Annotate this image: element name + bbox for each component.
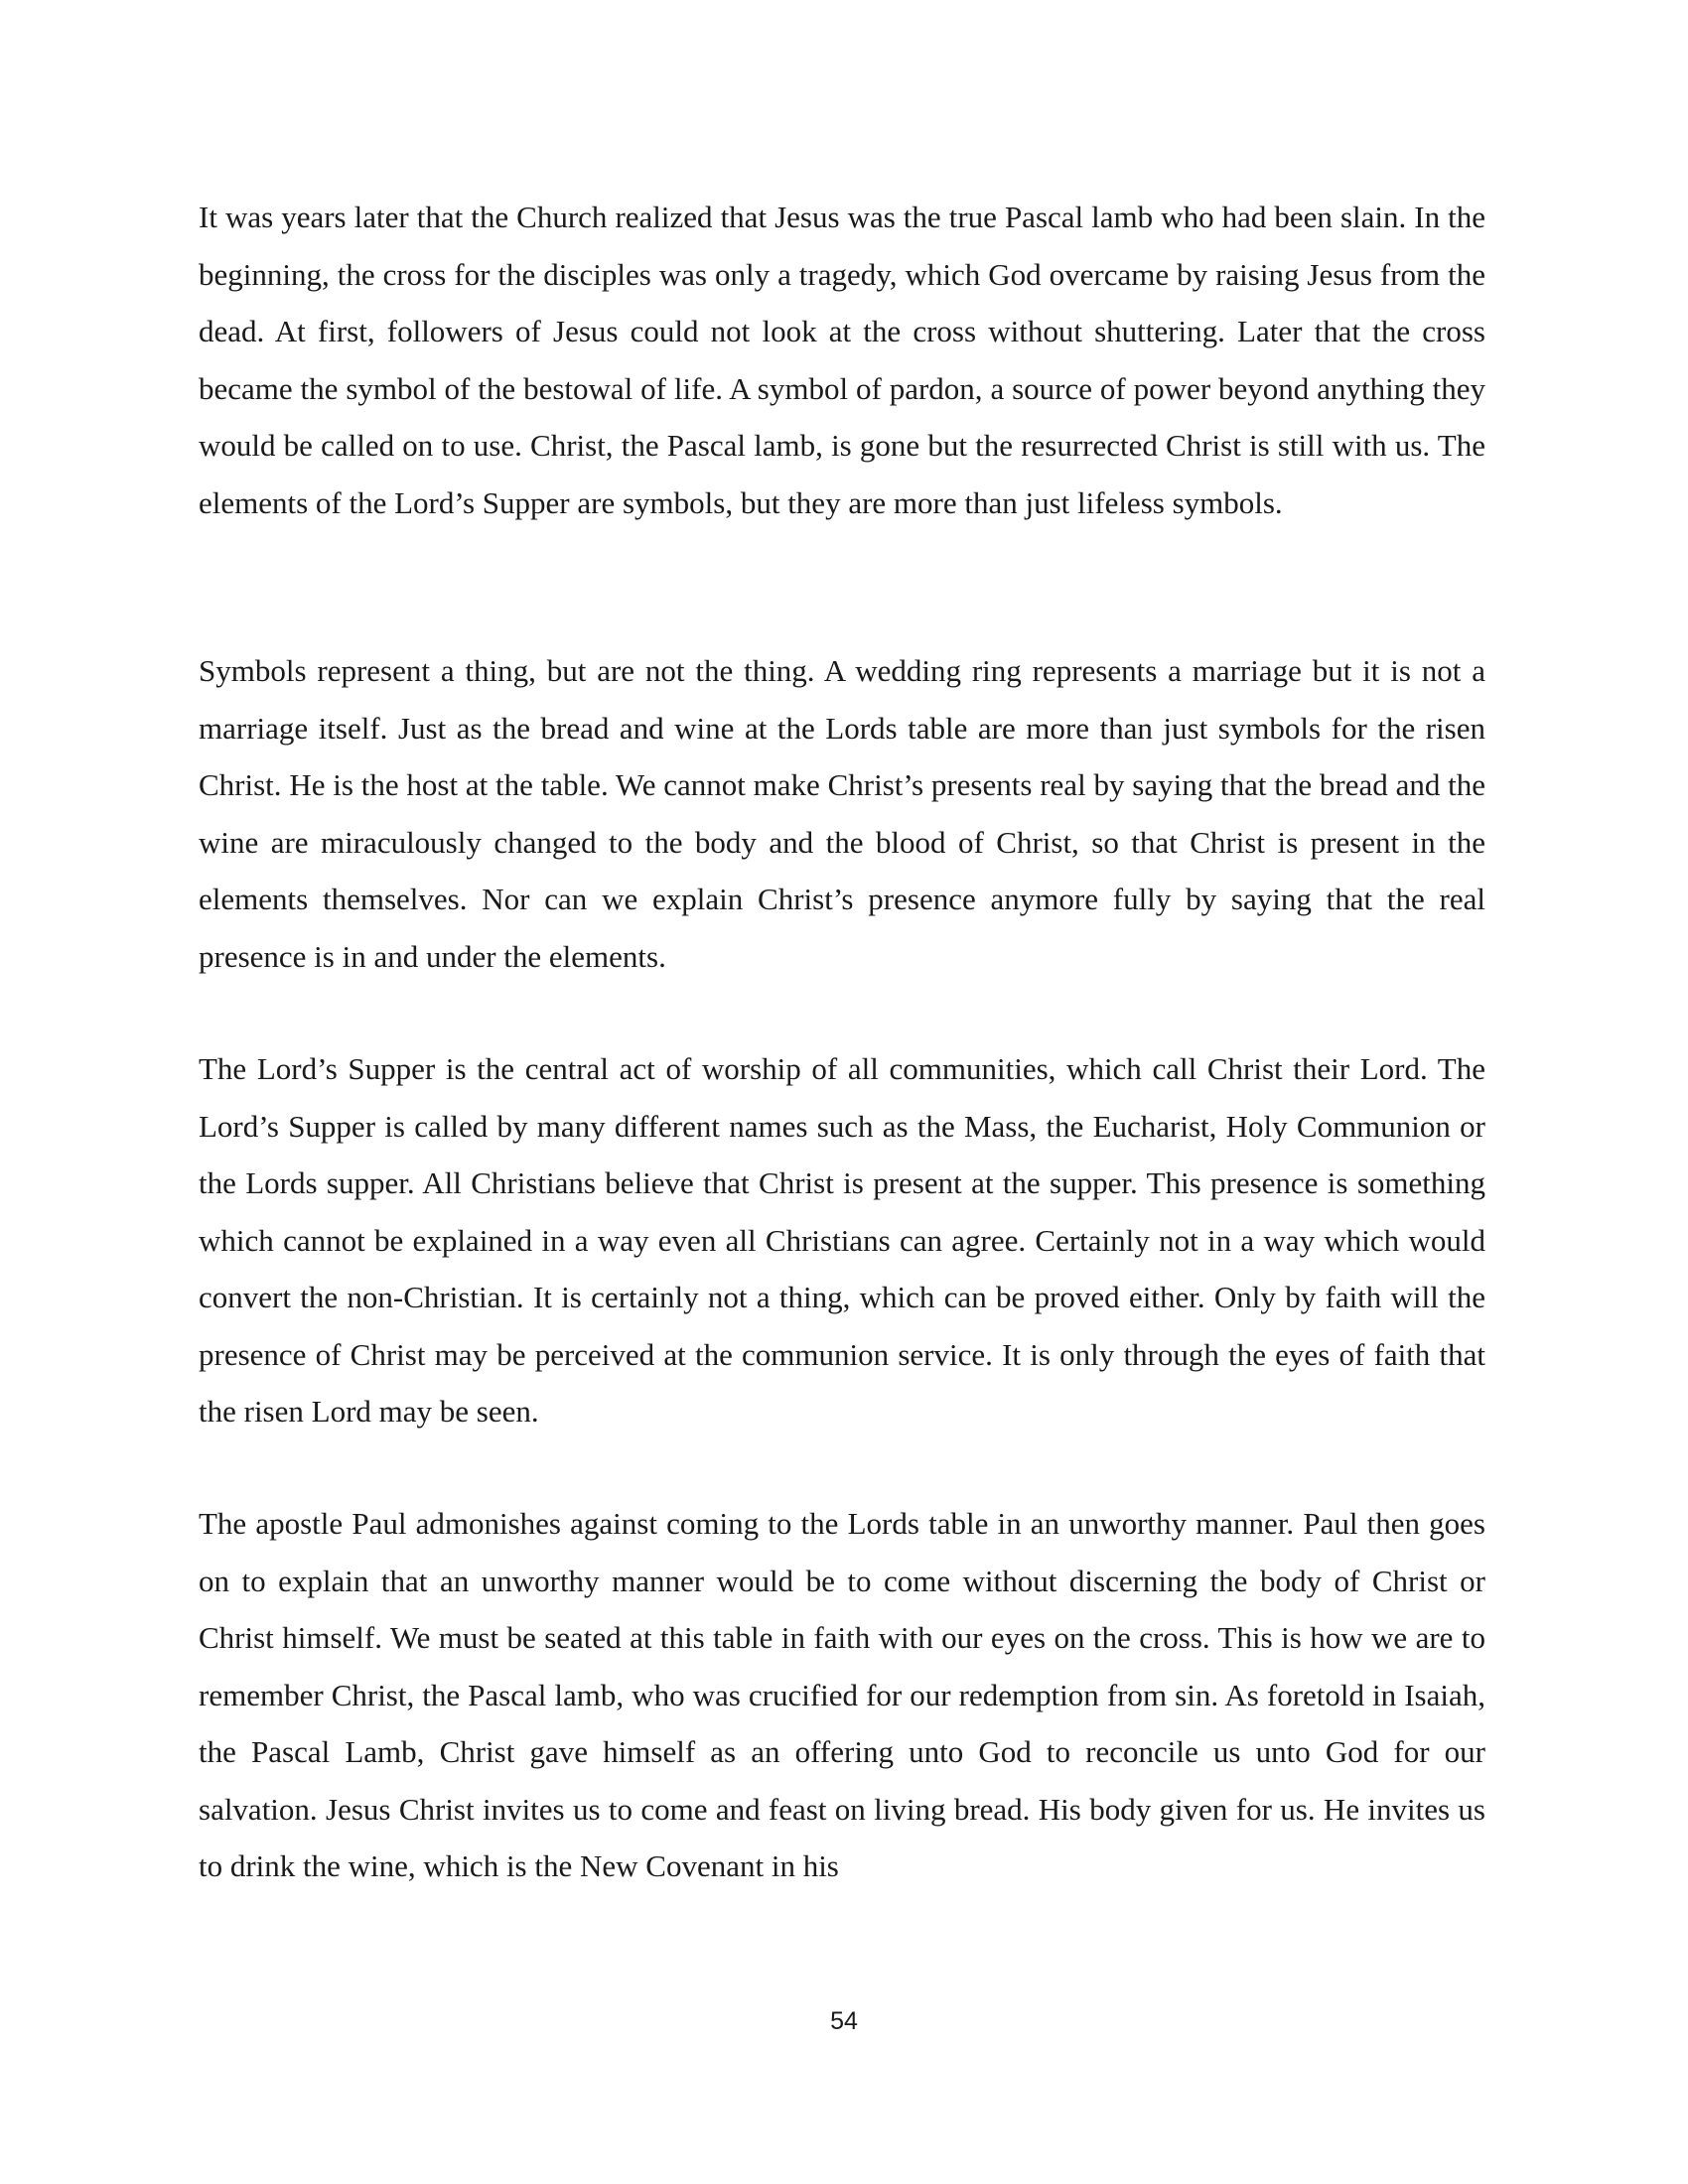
paragraph-lords-supper: The Lord’s Supper is the central act of worship of all communities, which call Christ their Lord. The Lord’s Supper is called by many different names such as the Mass, the Eucharist, Holy Communion or the Lords supper. All Christians believe that Christ is present at the supper. This presence is something which cannot be explained in a way even all Christians can agree. Certainly not in a way which would convert the non-Christian. It is certainly not a thing, which can be proved either. Only by faith will the presence of Christ may be perceived at the communion service. It is only through the eyes of faith that the risen Lord may be seen. [199, 1051, 1485, 1429]
page-number: 54 [830, 2007, 858, 2035]
paragraph-symbols: Symbols represent a thing, but are not the thing. A wedding ring represents a marriage but it is not a marriage itself. Just as the bread and wine at the Lords table are more than just symbols for the risen Christ. He is the host at the table. We cannot make Christ’s presents real by saying that the bread and the wine are miraculously changed to the body and the blood of Christ, so that Christ is present in the elements themselves. Nor can we explain Christ’s presence anymore fully by saying that the real presence is in and under the elements. [199, 653, 1485, 974]
paragraph-apostle-paul: The apostle Paul admonishes against coming to the Lords table in an unworthy manner. Paul then goes on to explain that an unworthy manner would be to come without discerning the body of Christ or Christ himself. We must be seated at this table in faith with our eyes on the cross. This is how we are to remember Christ, the Pascal lamb, who was crucified for our redemption from sin. As foretold in Isaiah, the Pascal Lamb, Christ gave himself as an offering unto God to reconcile us unto God for our salvation. Jesus Christ invites us to come and feast on living bread. His body given for us. He invites us to drink the wine, which is the New Covenant in his [199, 1506, 1485, 1883]
paragraph-pascal-lamb: It was years later that the Church realized that Jesus was the true Pascal lamb who had been slain. In the beginning, the cross for the disciples was only a tragedy, which God overcame by raising Jesus from the dead. At first, followers of Jesus could not look at the cross without shuttering. Later that the cross became the symbol of the bestowal of life. A symbol of pardon, a source of power beyond anything they would be called on to use. Christ, the Pascal lamb, is gone but the resurrected Christ is still with us. The elements of the Lord’s Supper are symbols, but they are more than just lifeless symbols. [199, 200, 1485, 520]
